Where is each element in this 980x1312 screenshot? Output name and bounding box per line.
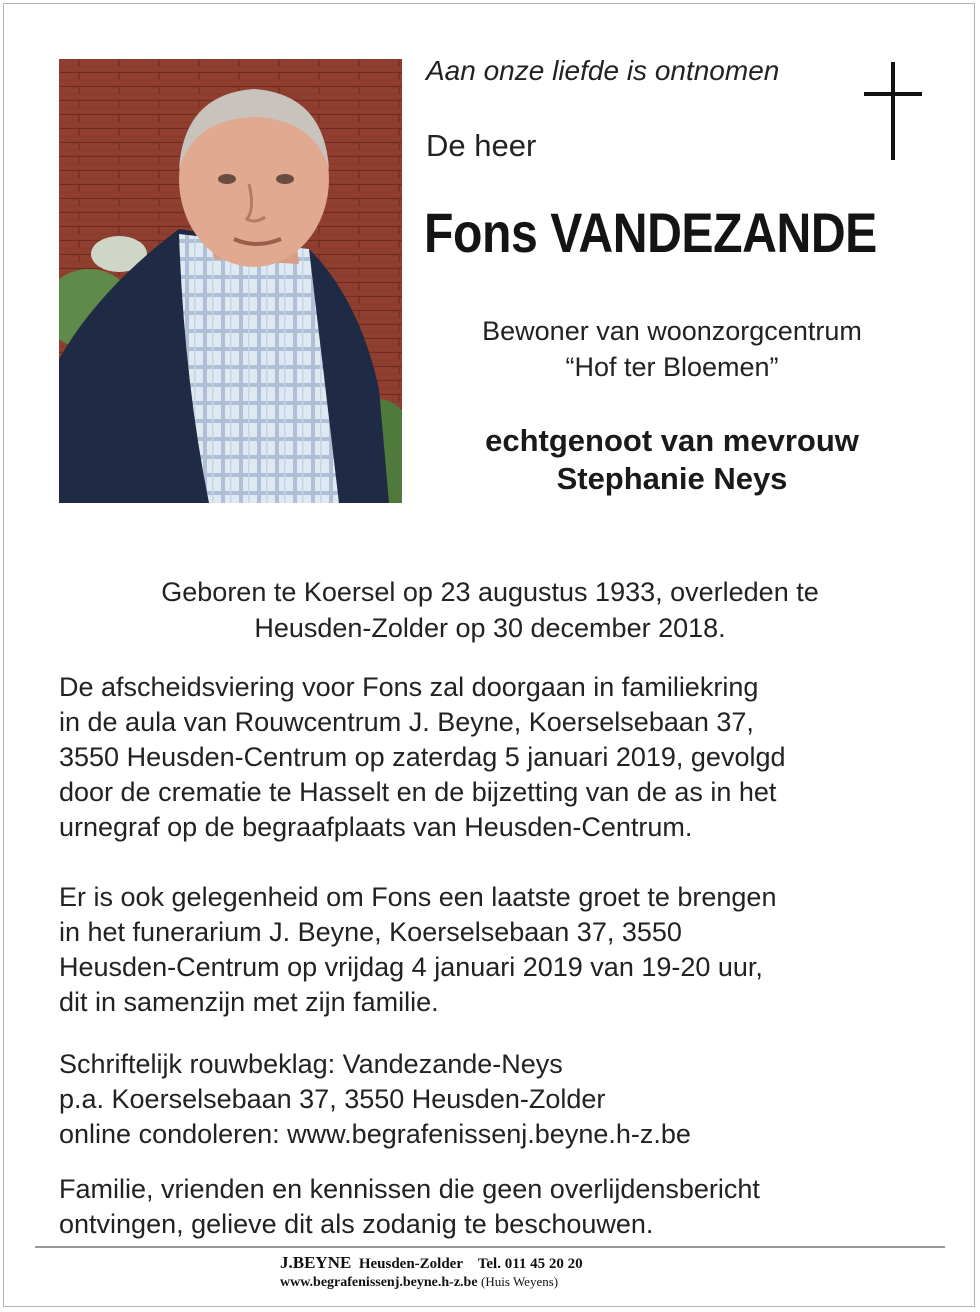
born-line-2: Heusden-Zolder op 30 december 2018.: [254, 613, 726, 643]
visitation-line: in het funerarium J. Beyne, Koerselsebaan 37, 3550: [59, 917, 682, 947]
funeral-home-house: (Huis Weyens): [481, 1274, 559, 1289]
closing-line: ontvingen, gelieve dit als zodanig te beschouwen.: [59, 1209, 654, 1239]
resident-line-2: “Hof ter Bloemen”: [565, 352, 779, 382]
farewell-line: in de aula van Rouwcentrum J. Beyne, Koerselsebaan 37,: [59, 707, 754, 737]
born-line-1: Geboren te Koersel op 23 augustus 1933, overleden te: [161, 577, 819, 607]
condolence-link[interactable]: online condoleren: www.begrafenissenj.beyne.h-z.be: [59, 1119, 691, 1149]
cross-icon: [864, 62, 922, 160]
birth-death-info: [40, 574, 940, 646]
spouse-line-1: echtgenoot van mevrouw: [485, 423, 859, 458]
footer-line-1: [280, 1253, 720, 1273]
visitation-line: dit in samenzijn met zijn familie.: [59, 987, 439, 1017]
funeral-home-website[interactable]: www.begrafenissenj.beyne.h-z.be: [280, 1275, 478, 1290]
farewell-line: De afscheidsviering voor Fons zal doorgaan in familiekring: [59, 672, 759, 702]
visitation-line: Heusden-Centrum op vrijdag 4 januari 2019 van 19-20 uur,: [59, 952, 763, 982]
resident-info: [402, 313, 942, 385]
title-prefix: De heer: [426, 128, 537, 163]
intro-text: Aan onze liefde is ontnomen: [426, 55, 780, 86]
spouse-line-2: Stephanie Neys: [556, 461, 788, 496]
visitation-line: Er is ook gelegenheid om Fons een laatste groet te brengen: [59, 882, 777, 912]
closing-paragraph: [59, 1172, 939, 1242]
resident-line-1: Bewoner van woonzorgcentrum: [482, 316, 862, 346]
farewell-paragraph: [59, 670, 939, 845]
closing-line: Familie, vrienden en kennissen die geen overlijdensbericht: [59, 1174, 760, 1204]
portrait-illustration: [59, 59, 402, 503]
spouse-info: [402, 422, 942, 498]
footer-line-2: [280, 1274, 720, 1291]
visitation-paragraph: [59, 880, 939, 1020]
funeral-home-location: Heusden-Zolder: [358, 1256, 464, 1272]
footer-divider: [35, 1246, 945, 1248]
left-eye: [218, 174, 236, 184]
deceased-name: Fons VANDEZANDE: [424, 201, 877, 264]
condolence-line: Schriftelijk rouwbeklag: Vandezande-Neys: [59, 1049, 563, 1079]
farewell-line: 3550 Heusden-Centrum op zaterdag 5 januari 2019, gevolgd: [59, 742, 786, 772]
funeral-home-brand: J.BEYNE: [280, 1253, 352, 1272]
farewell-line: door de crematie te Hasselt en de bijzetting van de as in het: [59, 777, 777, 807]
right-eye: [276, 174, 294, 184]
funeral-home-phone: Tel. 011 45 20 20: [477, 1256, 583, 1272]
condolence-line: p.a. Koerselsebaan 37, 3550 Heusden-Zolder: [59, 1084, 606, 1114]
farewell-line: urnegraf op de begraafplaats van Heusden-Centrum.: [59, 812, 693, 842]
funeral-home-footer: [280, 1253, 720, 1291]
condolence-paragraph: [59, 1047, 939, 1152]
portrait-photo: [59, 59, 402, 503]
